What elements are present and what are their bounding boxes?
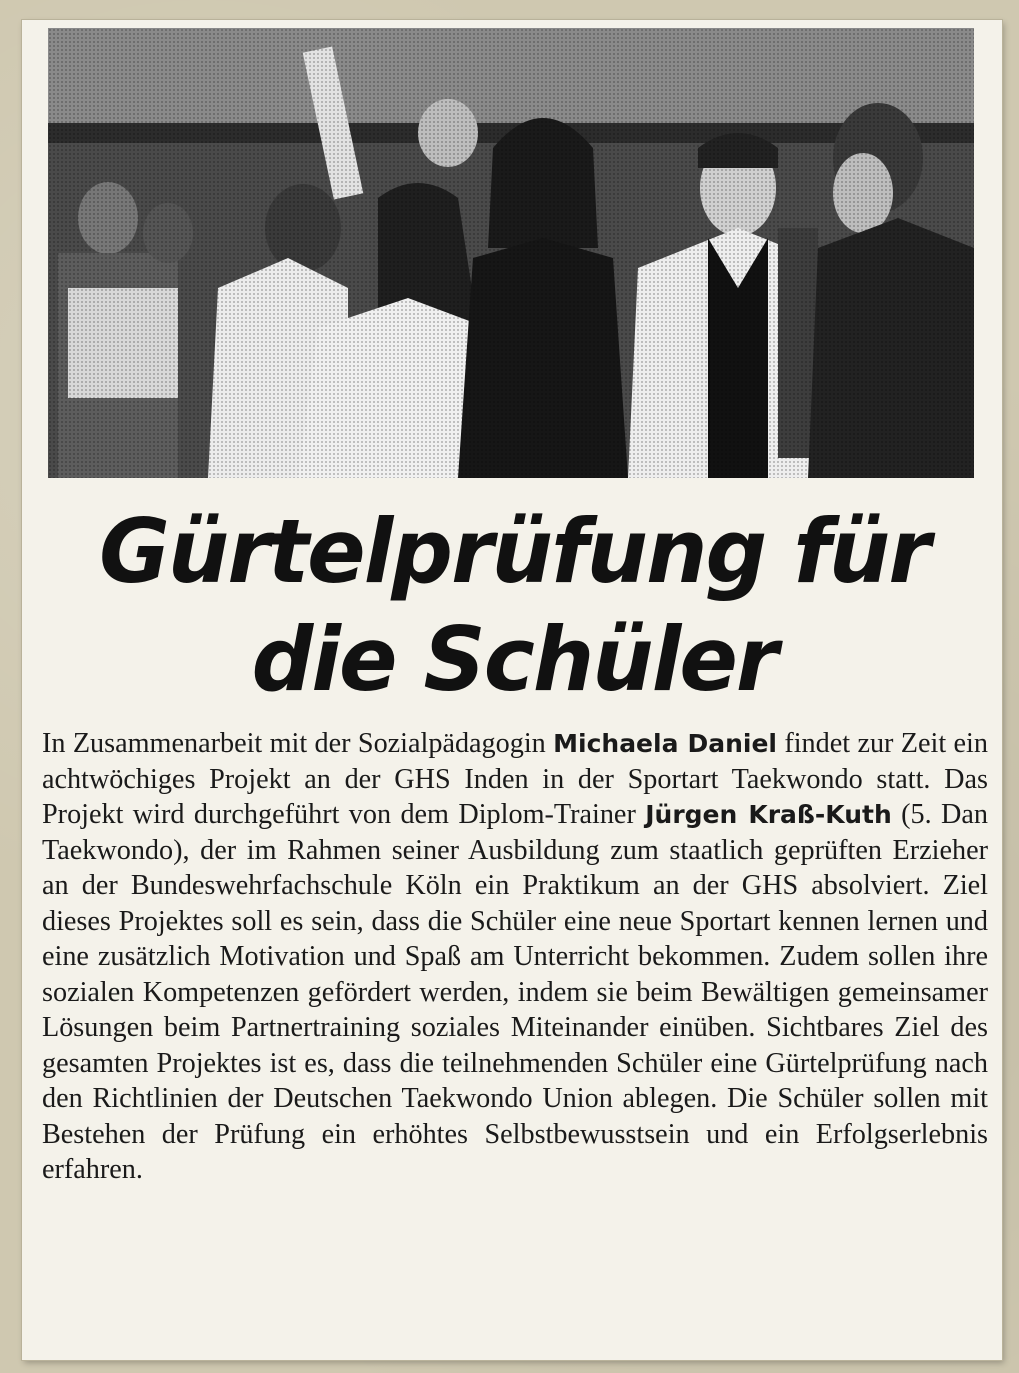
headline <box>53 498 974 714</box>
person-name-juergen-krass-kuth: Jürgen Kraß-Kuth <box>645 800 892 829</box>
headline-line-2: die Schüler <box>251 608 777 711</box>
headline-line-1: Gürtelprüfung für <box>99 500 929 603</box>
article-body <box>42 726 988 1188</box>
article-photo <box>48 28 974 478</box>
body-text-3: (5. Dan Taekwondo), der im Rahmen seiner Ausbildung zum staatlich geprüften Erzieher an der Bundeswehrfachschule Köln ein Praktikum an der GHS absolviert. Ziel dieses Projektes soll es sein, dass die Schüler eine neue Sportart kennen lernen und eine zusätzlich Motivation und Spaß am Unterricht bekommen. Zudem sollen ihre sozialen Kompetenzen gefördert werden, indem sie beim Bewältigen gemeinsamer Lösungen beim Partnertraining soziales Miteinander einüben. Sichtbares Ziel des gesamten Projektes ist es, dass die teilnehmenden Schüler eine Gürtelprüfung nach den Richtlinien der Deutschen Taekwondo Union ablegen. Die Schüler sollen mit Bestehen der Prüfung ein erhöhtes Selbstbewusstsein und ein Erfolgserlebnis erfahren. <box>42 799 988 1185</box>
newspaper-clipping <box>22 20 1002 1360</box>
person-name-michaela-daniel: Michaela Daniel <box>553 729 777 758</box>
body-text-1: In Zusammenarbeit mit der Sozialpädagogin <box>42 728 554 759</box>
body-text-2: findet zur Zeit ein achtwöchiges Projekt an der GHS Inden in der Sportart Taekwondo statt. Das Projekt wird durchgeführt von dem Diplom-Trainer <box>42 728 988 830</box>
photo-group-taekwondo <box>48 28 974 478</box>
